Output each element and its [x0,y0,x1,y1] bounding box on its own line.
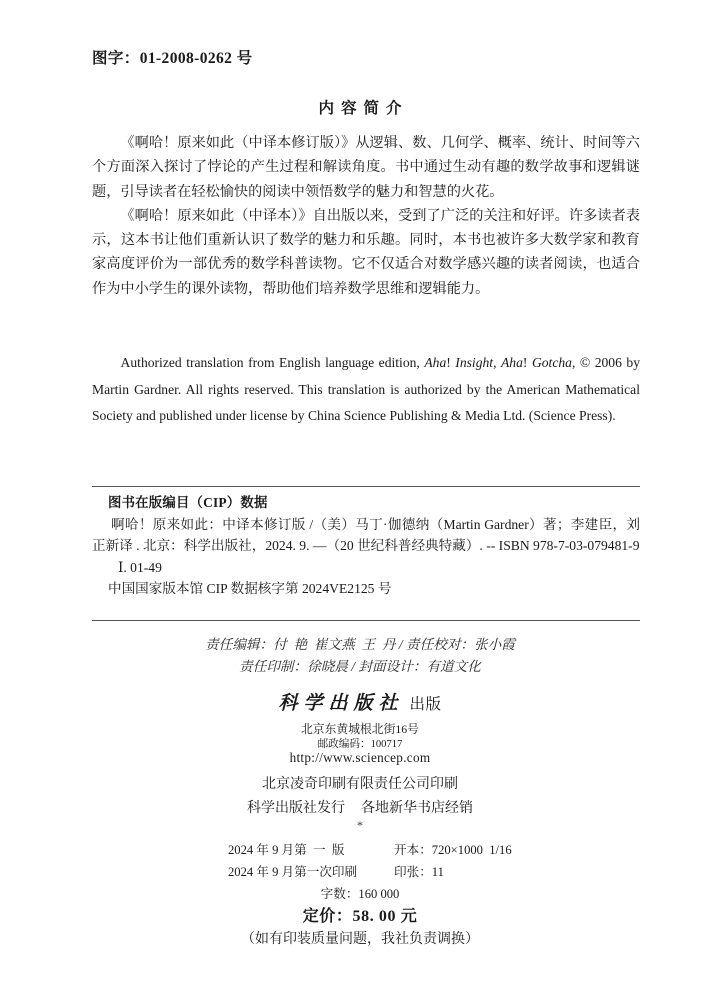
cip-archive-number: 中国国家版本馆 CIP 数据核字第 2024VE2125 号 [108,580,392,596]
permit-number: 图字：01-2008-0262 号 [92,50,253,67]
cip-divider-top [92,486,640,487]
english-note-italic-3: Aha [500,355,523,370]
cip-entry: 啊哈！原来如此：中译本修订版 /（美）马丁·伽德纳（Martin Gardner）著；李建臣，刘正新译 . 北京：科学出版社，2024. 9. —（20 世纪科普经典特藏）. -- ISBN 978-7-03-079481-9 [92,517,640,554]
english-note-part-4: ! [522,355,532,370]
publisher-suffix: 出版 [409,696,442,713]
publisher-address: 北京东黄城根北街16号 [301,722,419,736]
english-note-part-5: , © 2006 by Martin Gardner. All rights reserved. This translation is authorized by the American Mathematical Society and published under license by China Science Publishing & Media Ltd. (Science Press). [92,355,641,423]
price-line: 定价：58. 00 元 [302,908,418,925]
publisher-website: http://www.sciencep.com [289,750,431,765]
section-heading-introduction: 内容简介 [318,100,409,117]
blurb-paragraph-2: 《啊哈！原来如此（中译本）》自出版以来，受到了广泛的关注和好评。许多读者表示，这本书让他们重新认识了数学的魅力和乐趣。同时，本书也被许多大数学家和教育家高度评价为一部优秀的数学科普读物。它不仅适合对数学感兴趣的读者阅读，也适合作为中小学生的课外读物，帮助他们培养数学思维和逻辑能力。 [92,207,640,297]
edition-format: 开本：720×1000 1/16 [394,843,512,857]
cip-title: 图书在版编目（CIP）数据 [108,495,268,510]
edition-row-first [228,839,528,861]
cip-classification: Ⅰ. 01-49 [118,559,162,575]
print-date: 2024 年 9 月第一次印刷 [228,865,358,879]
distribution-publisher: 科学出版社发行 [247,801,345,816]
book-blurb [92,131,640,301]
section-separator-asterisk: * [357,818,363,832]
english-authorization-note [92,350,640,430]
blurb-paragraph-1: 《啊哈！原来如此（中译本修订版）》从逻辑、数、几何学、概率、统计、时间等六个方面深入探讨了悖论的产生过程和解读角度。书中通过生动有趣的数学故事和逻辑谜题，引导读者在轻松愉快的阅读中领悟数学的魅力和智慧的火花。 [92,135,640,200]
distribution-line [0,797,720,817]
staff-editor-line: 责任编辑：付 艳 崔文燕 王 丹 / 责任校对：张小霞 [205,637,515,652]
publisher-postcode: 邮政编码：100717 [317,739,403,750]
staff-credits [0,634,720,678]
english-note-italic-1: Aha [424,355,447,370]
english-note-italic-2: Insight [455,355,494,370]
english-note-part-2: ! [446,355,456,370]
edition-row-second [228,861,528,883]
english-note-italic-4: Gotcha [531,355,572,370]
publisher-logo-line [0,692,720,717]
english-note-part-3: , [493,355,501,370]
cip-block [92,492,640,599]
print-sheets: 印张：11 [394,865,444,879]
edition-details [228,839,528,883]
cip-divider-bottom [92,620,640,621]
science-press-logo: 科学出版社 [278,693,404,714]
distribution-retail: 各地新华书店经销 [361,801,473,816]
staff-production-line: 责任印制：徐晓晨 / 封面设计：有道文化 [239,659,481,674]
word-count: 字数：160 000 [320,887,400,901]
english-note-part-1: Authorized translation from English language edition, [120,355,425,370]
quality-notice: （如有印装质量问题，我社负责调换） [241,932,479,947]
edition-date: 2024 年 9 月第 一 版 [228,843,345,857]
printer-name: 北京凌奇印刷有限责任公司印刷 [262,777,458,792]
